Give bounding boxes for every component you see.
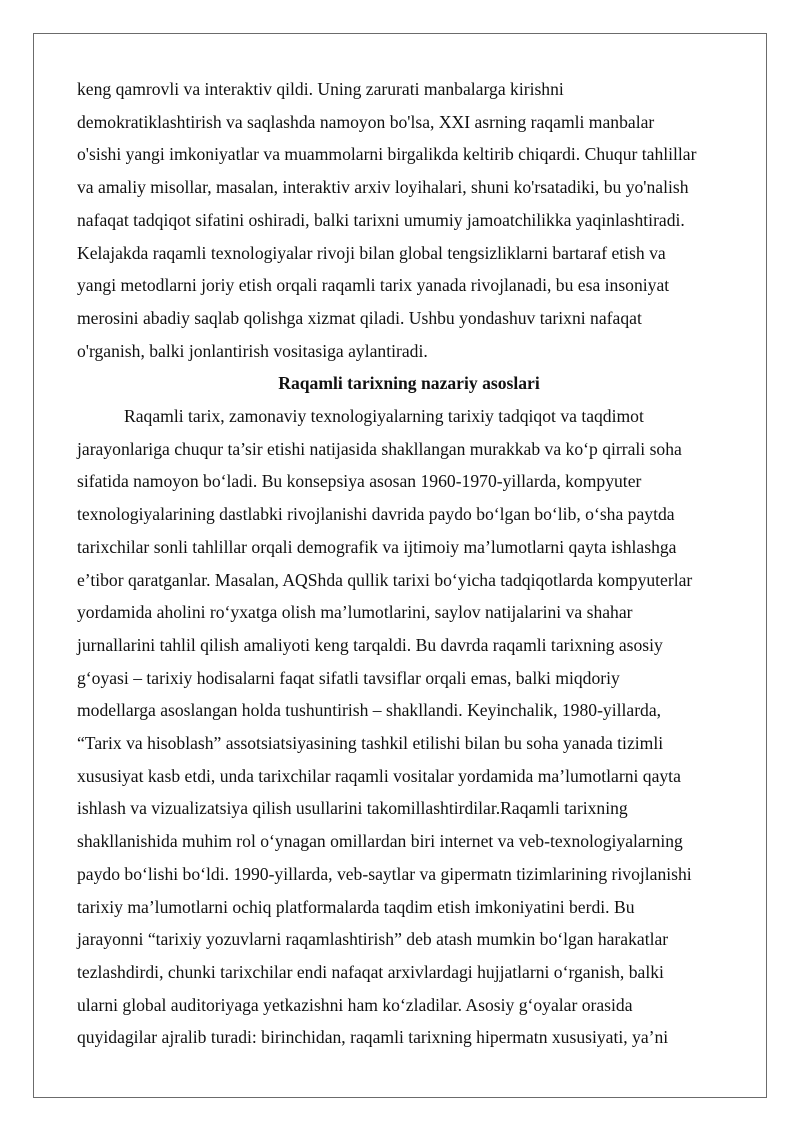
body-paragraph: Raqamli tarix, zamonaviy texnologiyalarning tarixiy tadqiqot va taqdimot jarayonlariga chuqur ta’sir etishi natijasida shakllangan murakkab va ko‘p qirrali soha sifatida namoyon bo‘ladi. Bu konsepsiya asosan 1960-1970-yillarda, kompyuter texnologiyalarining dastlabki rivojlanishi davrida paydo bo‘lgan bo‘lib, o‘sha paytda tarixchilar sonli tahlillar orqali demografik va ijtimoiy ma’lumotlarni qayta ishlashga e’tibor qaratganlar. Masalan, AQShda qullik tarixi bo‘yicha tadqiqotlarda kompyuterlar yordamida aholini ro‘yxatga olish ma’lumotlarini, saylov natijalarini va shahar jurnallarini tahlil qilish amaliyoti keng tarqaldi. Bu davrda raqamli tarixning asosiy g‘oyasi – tarixiy hodisalarni faqat sifatli tavsiflar orqali emas, balki miqdoriy modellarga asoslangan holda tushuntirish – shakllandi. Keyinchalik, 1980-yillarda, “Tarix va hisoblash” assotsiatsiyasining tashkil etilishi bilan bu soha yanada tizimli xususiyat kasb etdi, unda tarixchilar raqamli vositalar yordamida ma’lumotlarni qayta ishlash va vizualizatsiya qilish usullarini takomillashtirdilar.Raqamli tarixning shakllanishida muhim rol o‘ynagan omillardan biri internet va veb-texnologiyalarning paydo bo‘lishi bo‘ldi. 1990-yillarda, veb-saytlar va gipermatn tizimlarining rivojlanishi tarixiy ma’lumotlarni ochiq platformalarda taqdim etish imkoniyatini berdi. Bu jarayonni “tarixiy yozuvlarni raqamlashtirish” deb atash mumkin bo‘lgan harakatlar tezlashdirdi, chunki tarixchilar endi nafaqat arxivlardagi hujjatlarni o‘rganish, balki ularni global auditoriyaga yetkazishni ham ko‘zladilar. Asosiy g‘oyalar orasida quyidagilar ajralib turadi: birinchidan, raqamli tarixning hipermatn xususiyati, ya’ni [77,406,693,1048]
section-heading: Raqamli tarixning nazariy asoslari [278,373,540,394]
body-paragraph: keng qamrovli va interaktiv qildi. Uning zarurati manbalarga kirishni demokratiklashtirish va saqlashda namoyon bo'lsa, XXI asrning raqamli manbalar o'sishi yangi imkoniyatlar va muammolarni birgalikda keltirib chiqardi. Chuqur tahlillar va amaliy misollar, masalan, interaktiv arxiv loyihalari, shuni ko'rsatadiki, bu yo'nalish nafaqat tadqiqot sifatini oshiradi, balki tarixni umumiy jamoatchilikka yaqinlashtiradi. Kelajakda raqamli texnologiyalar rivoji bilan global tengsizliklarni bartaraf etish va yangi metodlarni joriy etish orqali raqamli tarix yanada rivojlanadi, bu esa insoniyat merosini abadiy saqlab qolishga xizmat qiladi. Ushbu yondashuv tarixni nafaqat o'rganish, balki jonlantirish vositasiga aylantiradi. [77,79,697,361]
document-body [77,73,741,1054]
